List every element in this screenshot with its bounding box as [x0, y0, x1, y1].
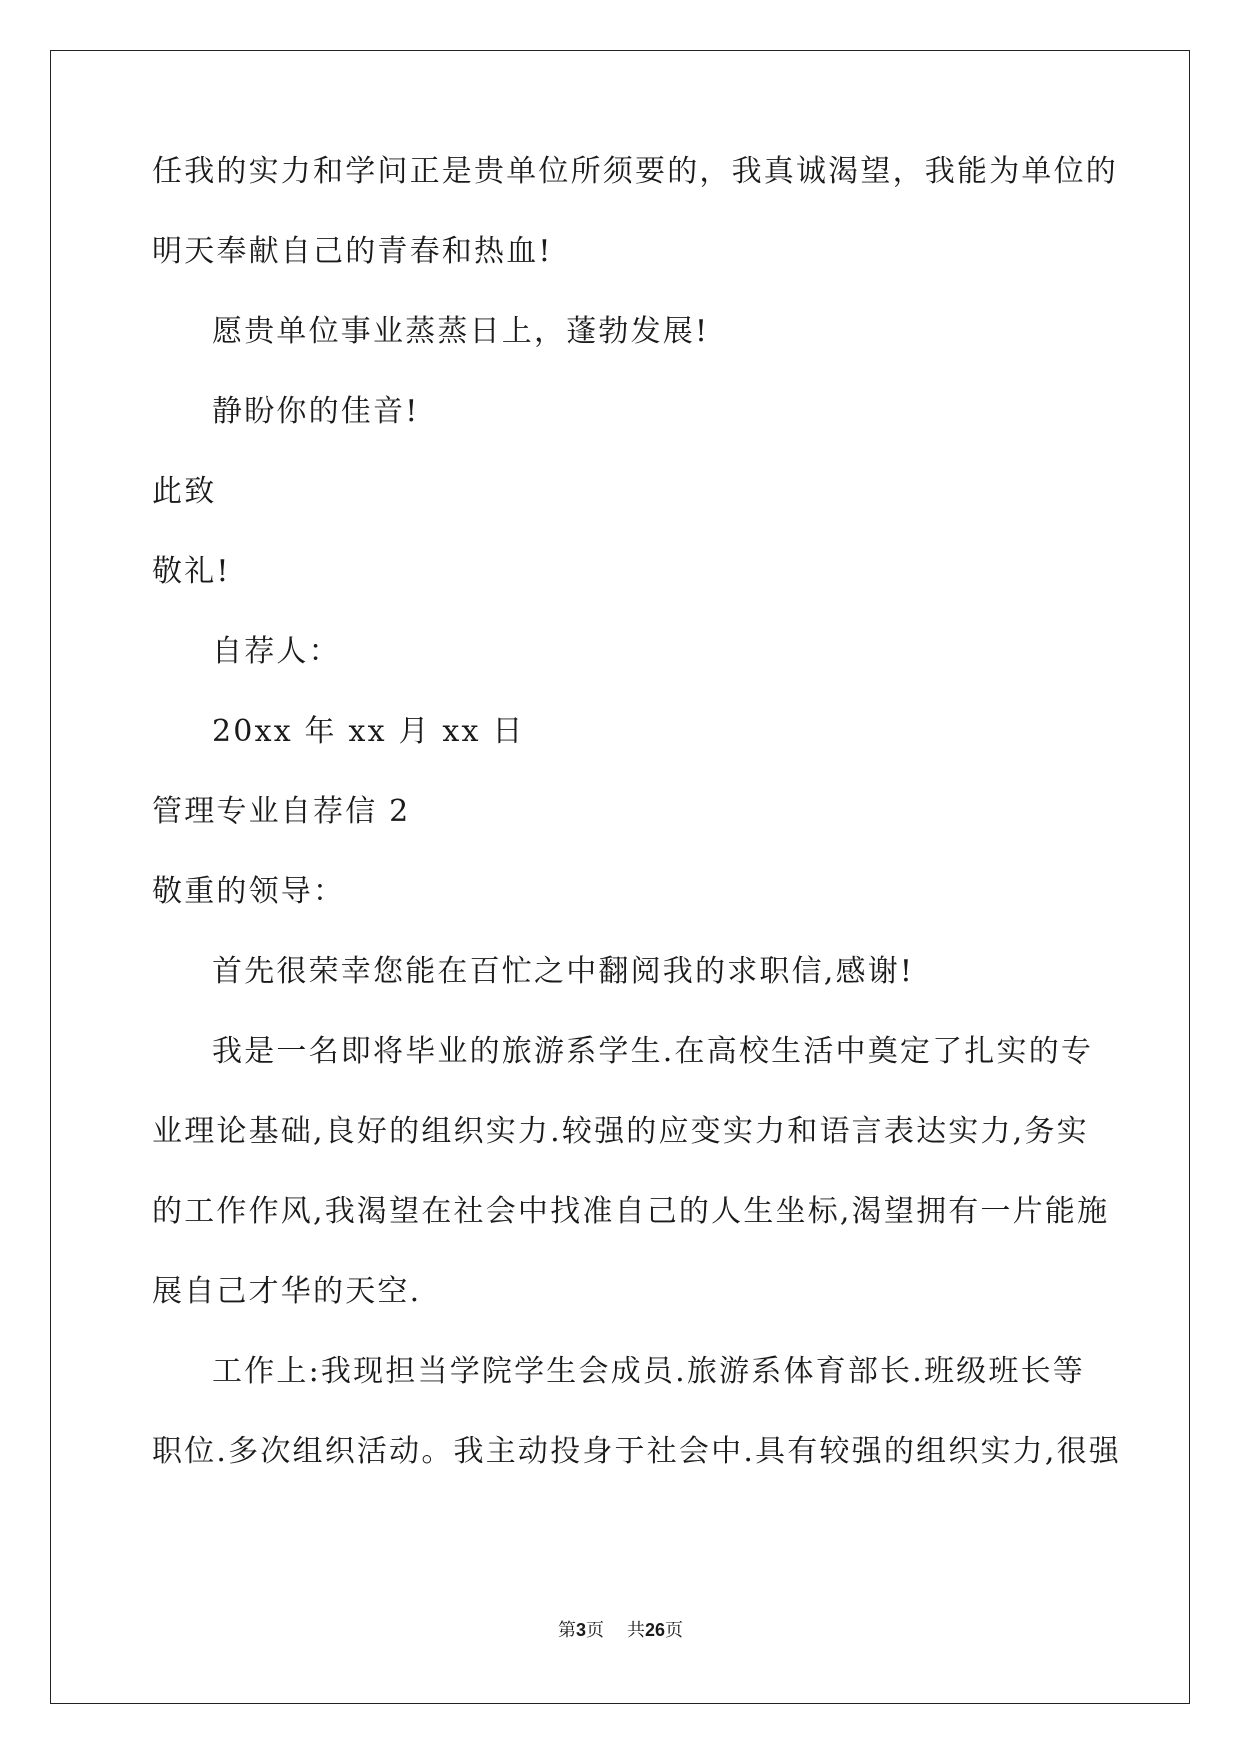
paragraph-line: 业理论基础,良好的组织实力.较强的应变实力和语言表达实力,务实	[152, 1114, 1089, 1149]
salutation-jingli: 敬礼!	[152, 554, 231, 589]
paragraph-line: 工作上:我现担当学院学生会成员.旅游系体育部长.班级班长等	[212, 1354, 1085, 1389]
total-prefix: 共	[626, 1620, 645, 1641]
paragraph-line: 展自己才华的天空.	[152, 1274, 422, 1309]
page-suffix: 页	[586, 1620, 605, 1641]
paragraph-line: 职位.多次组织活动。我主动投身于社会中.具有较强的组织实力,很强	[152, 1434, 1122, 1469]
paragraph-line: 的工作作风,我渴望在社会中找准自己的人生坐标,渴望拥有一片能施	[152, 1194, 1110, 1229]
closing-line: 静盼你的佳音!	[212, 394, 420, 429]
paragraph-line: 我是一名即将毕业的旅游系学生.在高校生活中奠定了扎实的专	[212, 1034, 1094, 1069]
total-pages: 26	[644, 1620, 665, 1640]
total-suffix: 页	[664, 1620, 683, 1641]
letter-heading: 管理专业自荐信 2	[152, 794, 411, 829]
date-line: 20xx 年 xx 月 xx 日	[212, 714, 525, 749]
greeting: 敬重的领导：	[152, 874, 346, 909]
page-number: 3	[576, 1620, 587, 1640]
wish-line: 愿贵单位事业蒸蒸日上，蓬勃发展!	[212, 314, 710, 349]
signature-label: 自荐人：	[212, 634, 341, 669]
paragraph-line: 首先很荣幸您能在百忙之中翻阅我的求职信,感谢!	[212, 954, 915, 989]
paragraph-line: 明天奉献自己的青春和热血!	[152, 234, 553, 269]
salutation-cizhi: 此致	[152, 474, 217, 509]
paragraph-line: 任我的实力和学问正是贵单位所须要的，我真诚渴望，我能为单位的	[152, 154, 1118, 189]
page-footer	[0, 1618, 1241, 1643]
page-prefix: 第	[558, 1620, 577, 1641]
